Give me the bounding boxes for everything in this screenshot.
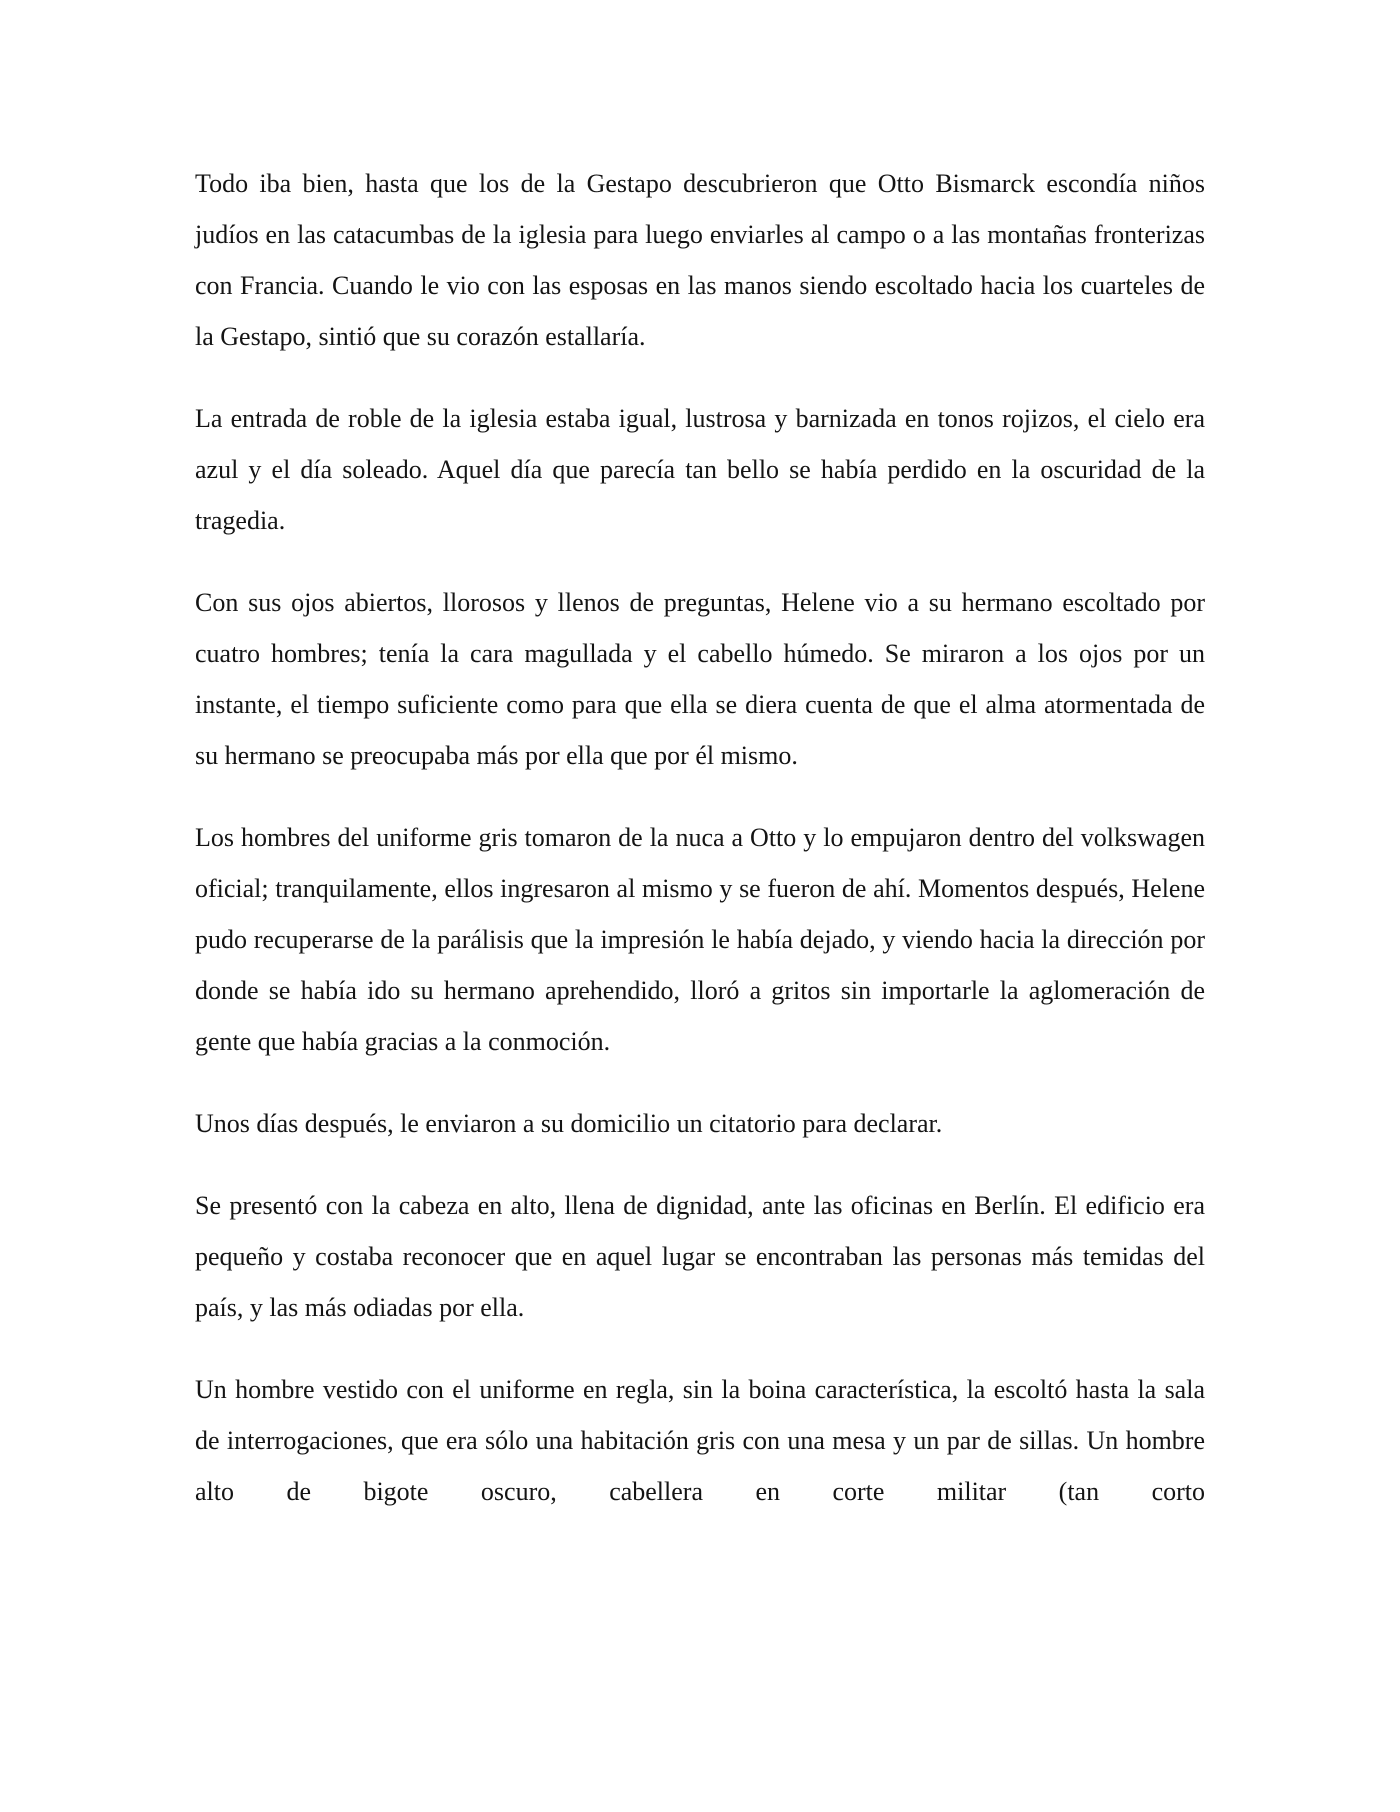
paragraph-6: Se presentó con la cabeza en alto, llena de dignidad, ante las oficinas en Berlín. El edificio era pequeño y costaba reconocer que en aquel lugar se encontraban las personas más temidas del país, y las más odiadas por ella.	[195, 1191, 1205, 1322]
paragraph-7: Un hombre vestido con el uniforme en regla, sin la boina característica, la escoltó hasta la sala de interrogaciones, que era sólo una habitación gris con una mesa y un par de sillas. Un hombre alto de bigote oscuro, cabellera en corte militar (tan corto	[195, 1375, 1205, 1506]
paragraph-2: La entrada de roble de la iglesia estaba igual, lustrosa y barnizada en tonos rojizos, el cielo era azul y el día soleado. Aquel día que parecía tan bello se había perdido en la oscuridad de la tragedia.	[195, 404, 1205, 535]
paragraph-5: Unos días después, le enviaron a su domicilio un citatorio para declarar.	[195, 1109, 943, 1138]
paragraph-1: Todo iba bien, hasta que los de la Gestapo descubrieron que Otto Bismarck escondía niños judíos en las catacumbas de la iglesia para luego enviarles al campo o a las montañas fronterizas con Francia. Cuando le vio con las esposas en las manos siendo escoltado hacia los cuarteles de la Gestapo, sintió que su corazón estallaría.	[195, 169, 1205, 351]
document-body	[195, 158, 1205, 1517]
paragraph-4: Los hombres del uniforme gris tomaron de la nuca a Otto y lo empujaron dentro del volkswagen oficial; tranquilamente, ellos ingresaron al mismo y se fueron de ahí. Momentos después, Helene pudo recuperarse de la parálisis que la impresión le había dejado, y viendo hacia la dirección por donde se había ido su hermano aprehendido, lloró a gritos sin importarle la aglomeración de gente que había gracias a la conmoción.	[195, 823, 1205, 1056]
paragraph-3: Con sus ojos abiertos, llorosos y llenos de preguntas, Helene vio a su hermano escoltado por cuatro hombres; tenía la cara magullada y el cabello húmedo. Se miraron a los ojos por un instante, el tiempo suficiente como para que ella se diera cuenta de que el alma atormentada de su hermano se preocupaba más por ella que por él mismo.	[195, 588, 1205, 770]
